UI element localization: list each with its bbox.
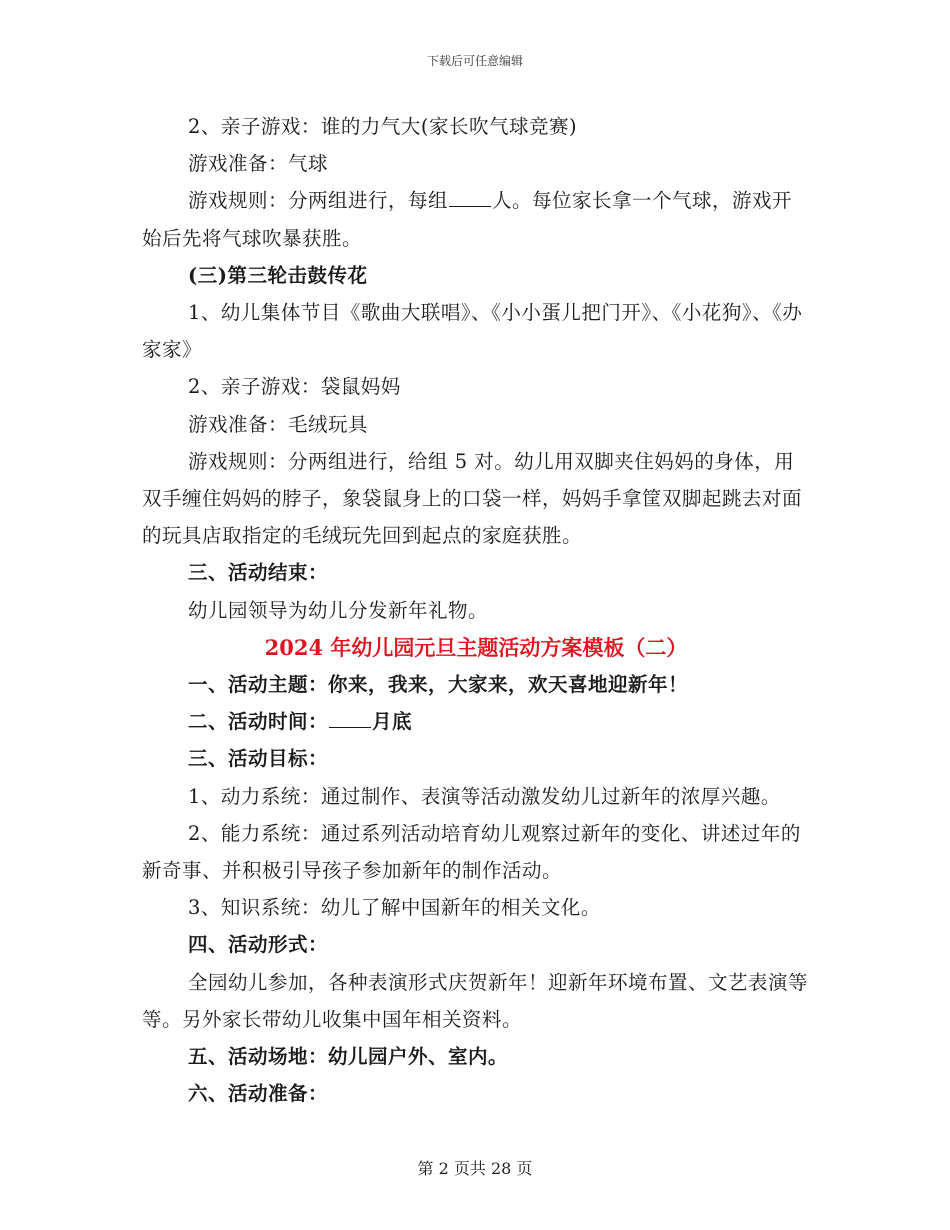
heading-activity-time — [142, 703, 810, 740]
paragraph-goal-motivation: 1、动力系统：通过制作、表演等活动激发幼儿过新年的浓厚兴趣。 — [188, 784, 781, 808]
heading-activity-end: 三、活动结束： — [188, 561, 329, 585]
paragraph-game-rules-1 — [142, 182, 810, 256]
rules-1-after-blank: 人。每位家长拿一个气球，游戏开始后先将气球吹暴获胜。 — [142, 189, 793, 250]
page-footer: 第 2 页共 28 页 — [417, 1159, 533, 1178]
heading-activity-prep: 六、活动准备： — [188, 1082, 329, 1106]
page-header: 下载后可任意编辑 — [426, 54, 523, 68]
paragraph-group-program: 1、幼儿集体节目《歌曲大联唱》、《小小蛋儿把门开》、《小花狗》、《办家家》 — [142, 301, 803, 362]
paragraph-parent-child-game-1: 2、亲子游戏：谁的力气大(家长吹气球竞赛) — [188, 115, 578, 138]
heading-activity-form: 四、活动形式： — [188, 933, 329, 957]
rules-1-before-blank: 游戏规则：分两组进行，每组 — [188, 189, 449, 213]
paragraph-goal-knowledge: 3、知识系统：幼儿了解中国新年的相关文化。 — [188, 896, 601, 920]
activity-time-suffix: 月底 — [372, 710, 413, 734]
document-body — [142, 108, 810, 1112]
paragraph-game-prep-1: 游戏准备：气球 — [188, 152, 329, 176]
paragraph-parent-child-game-2: 2、亲子游戏：袋鼠妈妈 — [188, 375, 401, 399]
heading-round-three: (三)第三轮击鼓传花 — [188, 263, 368, 287]
paragraph-activity-form: 全园幼儿参加，各种表演形式庆贺新年！迎新年环境布置、文艺表演等等。另外家长带幼儿收集中国年相关资料。 — [142, 970, 809, 1031]
heading-activity-goals: 三、活动目标： — [188, 747, 329, 771]
fill-in-blank — [329, 709, 371, 728]
heading-activity-venue: 五、活动场地：幼儿园户外、室内。 — [188, 1045, 509, 1069]
activity-time-label: 二、活动时间： — [188, 710, 329, 734]
paragraph-game-prep-2: 游戏准备：毛绒玩具 — [188, 412, 369, 436]
section-title: 2024 年幼儿园元旦主题活动方案模板（二） — [264, 634, 688, 660]
heading-activity-theme: 一、活动主题：你来，我来，大家来，欢天喜地迎新年！ — [188, 673, 689, 697]
paragraph-game-rules-2: 游戏规则：分两组进行，给组 5 对。幼儿用双脚夹住妈妈的身体，用双手缠住妈妈的脖子，象袋鼠身上的口袋一样，妈妈手拿筐双脚起跳去对面的玩具店取指定的毛绒玩先回到起点的家庭获胜。 — [142, 449, 803, 548]
paragraph-gifts: 幼儿园领导为幼儿分发新年礼物。 — [188, 598, 489, 622]
fill-in-blank — [449, 188, 491, 207]
paragraph-goal-ability: 2、能力系统：通过系列活动培育幼儿观察过新年的变化、讲述过年的新奇事、并积极引导孩子参加新年的制作活动。 — [142, 821, 801, 883]
